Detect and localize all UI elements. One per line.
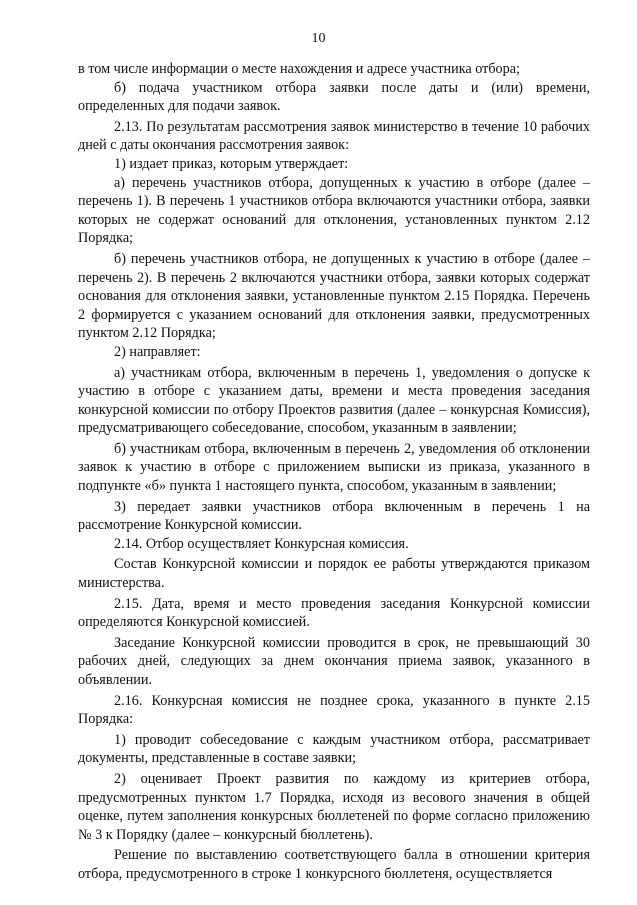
paragraph: а) перечень участников отбора, допущенных к участию в отборе (далее – перечень 1). В перечень 1 участников отбора включаются участники отбора, заявки которых не содержат оснований для отклонения, установленных пунктом 2.12 Порядка; (78, 174, 590, 247)
paragraph: Заседание Конкурсной комиссии проводится в срок, не превышающий 30 рабочих дней, следующих за днем окончания приема заявок, указанного в объявлении. (78, 634, 590, 688)
paragraph: 2.13. По результатам рассмотрения заявок министерство в течение 10 рабочих дней с даты окончания рассмотрения заявок: (78, 118, 590, 154)
paragraph: 2) направляет: (114, 343, 201, 360)
paragraph: 1) проводит собеседование с каждым участником отбора, рассматривает документы, представленные в составе заявки; (78, 731, 590, 767)
page-number: 10 (311, 31, 326, 46)
paragraph: 1) издает приказ, которым утверждает: (114, 155, 349, 172)
paragraph: 2.16. Конкурсная комиссия не позднее срока, указанного в пункте 2.15 Порядка: (78, 692, 590, 728)
paragraph: б) перечень участников отбора, не допущенных к участию в отборе (далее – перечень 2). В перечень 2 включаются участники отбора, заявки которых содержат основания для отклонения заявки, установленные пунктом 2.15 Порядка. Перечень 2 формируется с указанием оснований для отклонения заявки, предусмотренных пунктом 2.12 Порядка; (78, 250, 590, 342)
document-body (78, 60, 590, 884)
paragraph: б) подача участником отбора заявки после даты и (или) времени, определенных для подачи заявок. (78, 79, 590, 115)
paragraph: а) участникам отбора, включенным в перечень 1, уведомления о допуске к участию в отборе с указанием даты, времени и места проведения заседания конкурсной комиссии по отбору Проектов развития (далее – конкурсная Комиссия), предусматривающего собеседование, способом, указанным в заявлении; (78, 364, 590, 437)
paragraph: 2) оценивает Проект развития по каждому из критериев отбора, предусмотренных пунктом 1.7 Порядка, исходя из весового значения в общей оценке, путем заполнения конкурсных бюллетеней по форме согласно приложению № 3 к Порядку (далее – конкурсный бюллетень). (78, 770, 590, 843)
paragraph: Решение по выставлению соответствующего балла в отношении критерия отбора, предусмотренного в строке 1 конкурсного бюллетеня, осуществляется (78, 847, 590, 882)
paragraph: 3) передает заявки участников отбора включенным в перечень 1 на рассмотрение Конкурсной комиссии. (78, 498, 590, 534)
paragraph: 2.15. Дата, время и место проведения заседания Конкурсной комиссии определяются Конкурсной комиссией. (78, 595, 590, 631)
paragraph: Состав Конкурсной комиссии и порядок ее работы утверждаются приказом министерства. (78, 556, 590, 592)
paragraph: в том числе информации о месте нахождения и адресе участника отбора; (78, 61, 520, 77)
paragraph: 2.14. Отбор осуществляет Конкурсная комиссия. (114, 535, 409, 552)
paragraph: б) участникам отбора, включенным в перечень 2, уведомления об отклонении заявок к участию в отборе с приложением выписки из приказа, указанного в подпункте «б» пункта 1 настоящего пункта, способом, указанным в заявлении; (78, 440, 590, 495)
